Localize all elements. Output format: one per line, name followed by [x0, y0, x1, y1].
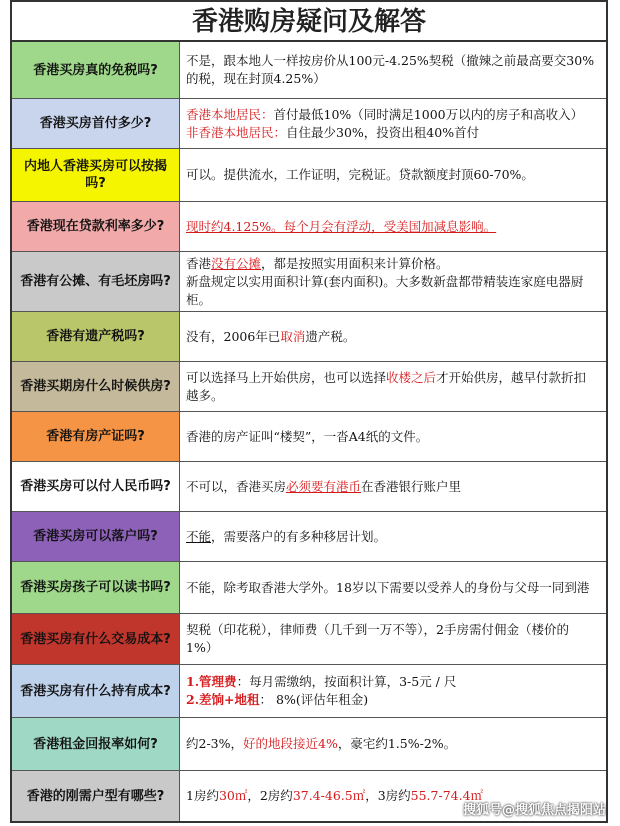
answer-line	[186, 369, 600, 387]
answer-cell	[180, 462, 606, 511]
table-row	[12, 718, 606, 771]
table-row	[12, 149, 606, 202]
answer-text: 遗产税。	[305, 328, 356, 344]
table-row	[12, 202, 606, 252]
answer-cell	[180, 614, 606, 664]
answer-text: ，都是按照实用面积来计算价格。	[261, 255, 449, 271]
answer-cell	[180, 412, 606, 461]
answer-text: ： 8%(评估年租金)	[259, 692, 369, 707]
answer-cell	[180, 512, 606, 561]
table-row	[12, 614, 606, 665]
highlight-text: 非香港本地居民：	[186, 124, 287, 140]
question-cell: 香港有房产证吗?	[12, 412, 180, 461]
answer-line: 不是，跟本地人一样按房价从100元-4.25%契税（撤辣之前最高要交30%	[186, 53, 595, 68]
table-row	[12, 462, 606, 512]
answer-cell	[180, 362, 606, 411]
highlight-text: 30㎡	[218, 788, 248, 803]
answer-text: ，3房约	[365, 788, 411, 803]
table-row	[12, 362, 606, 412]
answer-line	[186, 106, 600, 124]
answer-text: 没有，2006年已	[186, 328, 281, 344]
answer-line: 柜。	[186, 291, 212, 307]
answer-line: 的税，现在封顶4.25%）	[186, 71, 326, 86]
question-cell: 香港买期房什么时候供房?	[12, 362, 180, 411]
answer-line	[186, 124, 600, 142]
answer-line	[186, 673, 600, 691]
answer-text: 首付最低10%（同时满足1000万以内的房子和高收入）	[273, 106, 584, 122]
highlight-text: 没有公摊	[211, 255, 262, 271]
qa-table	[10, 40, 608, 823]
answer-line: 新盘规定以实用面积计算(套内面积)。大多数新盘都带精装连家庭电器厨	[186, 273, 584, 289]
table-row	[12, 665, 606, 718]
answer-cell	[180, 562, 606, 613]
answer-text: 在香港银行账户里	[361, 478, 462, 494]
answer-text: 香港	[186, 255, 212, 271]
table-row	[12, 99, 606, 149]
highlight-text: 取消	[280, 328, 306, 344]
table-row	[12, 312, 606, 362]
question-cell: 香港买房有什么持有成本?	[12, 665, 180, 717]
answer-line: 不能，除考取香港大学外。18岁以下需要以受养人的身份与父母一同到港	[186, 579, 590, 595]
answer-line: 契税（印花税），律师费（几千到一万不等），2手房需付佣金（楼价的	[186, 622, 569, 637]
answer-cell	[180, 718, 606, 770]
answer-line: 越多。	[186, 387, 224, 403]
answer-text: 1房约	[186, 788, 219, 803]
answer-line	[186, 528, 600, 546]
highlight-text: 37.4-46.5㎡	[292, 788, 366, 803]
question-cell: 香港买房有什么交易成本?	[12, 614, 180, 664]
answer-text: ，需要落户的有多种移居计划。	[211, 528, 387, 544]
highlight-text: 好的地段接近4%	[243, 736, 338, 751]
highlight-text: 现时约4.125%。每个月会有浮动，受美国加减息影响。	[186, 218, 497, 234]
question-cell: 香港租金回报率如何?	[12, 718, 180, 770]
watermark: 搜狐号@搜狐焦点揭阳站	[462, 803, 606, 818]
highlight-text: 1.管理费	[186, 674, 237, 689]
underlined-text: 不能	[186, 528, 212, 544]
answer-text: 可以选择马上开始供房，也可以选择	[186, 369, 387, 385]
highlight-text: 55.7-74.4㎡	[410, 788, 484, 803]
highlight-text: 收楼之后	[386, 369, 437, 385]
table-row	[12, 412, 606, 462]
answer-text: 自住最少30%，投资出租40%首付	[286, 124, 480, 140]
answer-cell	[180, 312, 606, 361]
answer-text: ，2房约	[247, 788, 293, 803]
answer-text: 约2-3%，	[186, 736, 244, 751]
question-cell: 香港买房首付多少?	[12, 99, 180, 148]
table-row	[12, 42, 606, 99]
highlight-text: 2.差饷+地租	[186, 692, 260, 707]
question-cell: 香港买房真的免税吗?	[12, 42, 180, 98]
answer-cell	[180, 99, 606, 148]
answer-text: ：每月需缴纳，按面积计算，3-5元 / 尺	[236, 674, 457, 689]
answer-line: 香港的房产证叫“楼契”，一沓A4纸的文件。	[186, 428, 429, 444]
question-cell: 香港的刚需户型有哪些?	[12, 771, 180, 821]
question-cell: 香港买房可以落户吗?	[12, 512, 180, 561]
answer-cell	[180, 202, 606, 251]
question-cell: 香港有公摊、有毛坯房吗?	[12, 252, 180, 311]
answer-cell	[180, 252, 606, 311]
highlight-text: 必须要有港币	[286, 478, 362, 494]
table-row	[12, 252, 606, 312]
answer-line	[186, 691, 600, 709]
question-cell: 香港买房可以付人民币吗?	[12, 462, 180, 511]
question-cell: 内地人香港买房可以按揭吗?	[12, 149, 180, 201]
answer-text: ，豪宅约1.5%-2%。	[337, 736, 457, 751]
answer-line	[186, 478, 600, 496]
answer-line	[186, 735, 600, 753]
answer-line: 1%）	[186, 640, 219, 655]
answer-line	[186, 328, 600, 346]
answer-text: 才开始供房，越早付款折扣	[436, 369, 587, 385]
answer-text: 不可以，香港买房	[186, 478, 287, 494]
table-row	[12, 512, 606, 562]
page-title: 香港购房疑问及解答	[10, 0, 608, 40]
highlight-text: 香港本地居民：	[186, 106, 274, 122]
answer-line: 可以。提供流水，工作证明，完税证。贷款额度封顶60-70%。	[186, 167, 534, 182]
answer-line	[186, 255, 600, 273]
question-cell: 香港买房孩子可以读书吗?	[12, 562, 180, 613]
table-row	[12, 562, 606, 614]
question-cell: 香港现在贷款利率多少?	[12, 202, 180, 251]
answer-cell	[180, 149, 606, 201]
question-cell: 香港有遗产税吗?	[12, 312, 180, 361]
answer-cell	[180, 665, 606, 717]
answer-cell	[180, 42, 606, 98]
